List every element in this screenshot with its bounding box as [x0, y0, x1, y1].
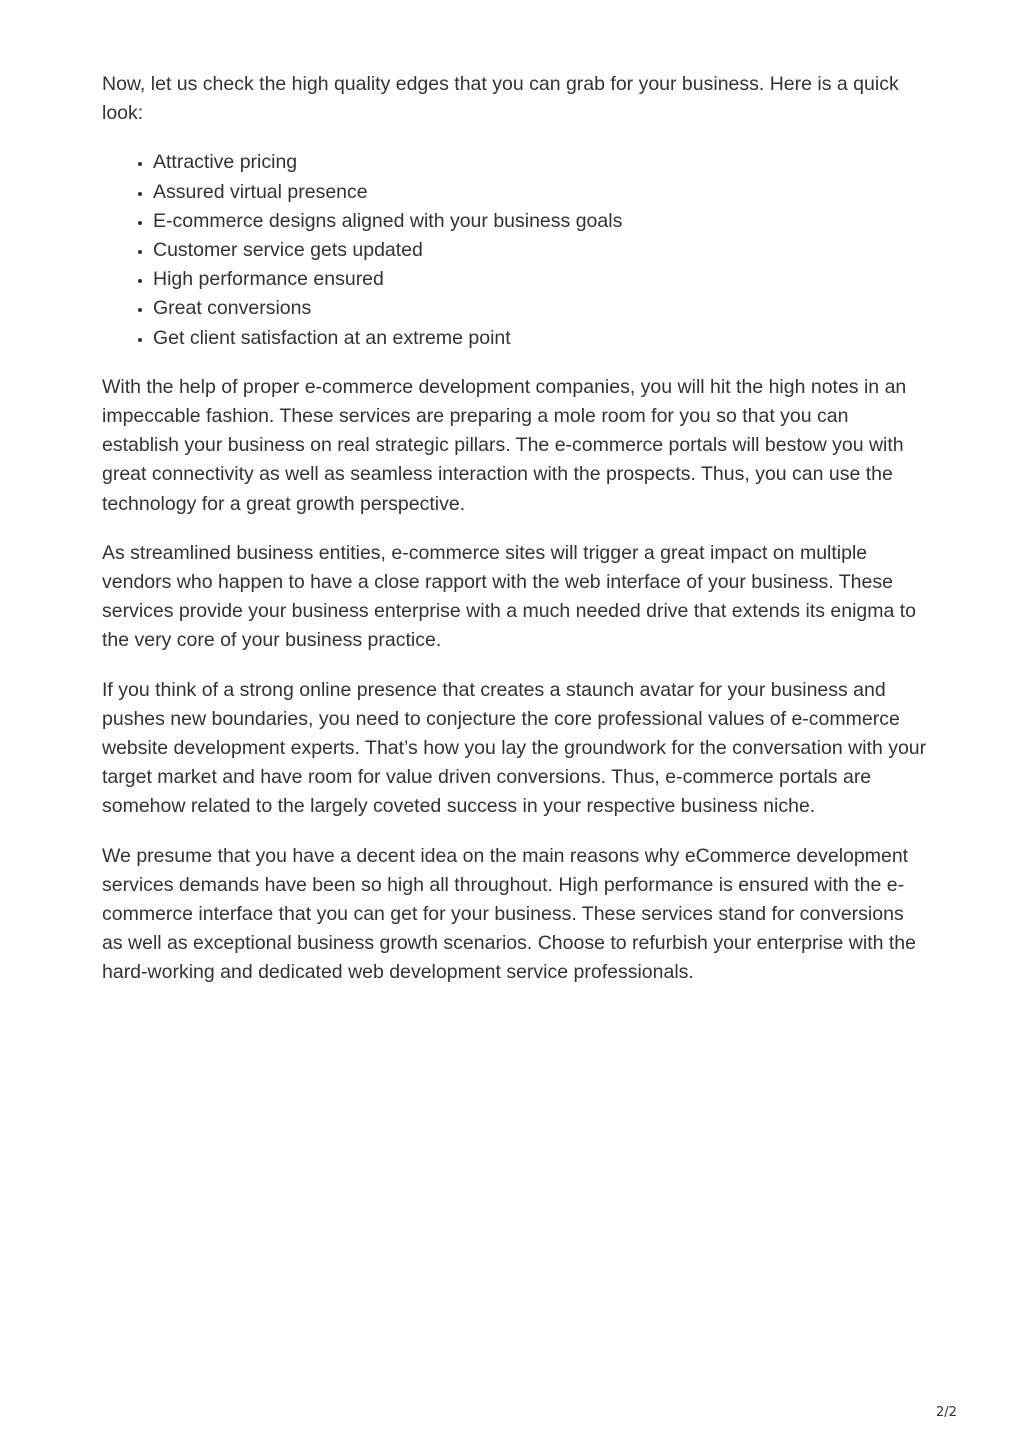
- body-paragraph: With the help of proper e-commerce development companies, you will hit the high notes in an impeccable fashion. These services are preparing a mole room for you so that you can establish your business on real strategic pillars. The e-commerce portals will bestow you with great connectivity as well as seamless interaction with the prospects. Thus, you can use the technology for a great growth perspective.: [102, 375, 907, 515]
- body-paragraph: We presume that you have a decent idea on the main reasons why eCommerce development services demands have been so high all throughout. High performance is ensured with the e-commerce interface that you can get for your business. These services stand for conversions as well as exceptional business growth scenarios. Choose to refurbish your enterprise with the hard-working and dedicated web development service professionals.: [102, 844, 917, 984]
- document-body: [102, 70, 928, 1008]
- list-item: • Customer service gets updated: [153, 236, 928, 265]
- list-item: • Assured virtual presence: [153, 178, 928, 207]
- list-item: • High performance ensured: [153, 265, 928, 294]
- body-paragraph: If you think of a strong online presence that creates a staunch avatar for your business and pushes new boundaries, you need to conjecture the core professional values of e-commerce website development experts. That’s how you lay the groundwork for the conversation with your target market and have room for value driven conversions. Thus, e-commerce portals are somehow related to the largely coveted success in your respective business niche.: [102, 678, 927, 818]
- list-item: • Get client satisfaction at an extreme point: [153, 324, 928, 353]
- page-number: 2/2: [936, 1405, 957, 1420]
- list-item: • Attractive pricing: [153, 148, 928, 177]
- list-item: • E-commerce designs aligned with your business goals: [153, 207, 928, 236]
- intro-paragraph: Now, let us check the high quality edges that you can grab for your business. Here is a quick look:: [102, 73, 899, 125]
- list-item: • Great conversions: [153, 294, 928, 323]
- benefits-list: [102, 148, 928, 352]
- body-paragraph: As streamlined business entities, e-commerce sites will trigger a great impact on multiple vendors who happen to have a close rapport with the web interface of your business. These services provide your business enterprise with a much needed drive that extends its enigma to the very core of your business practice.: [102, 541, 917, 652]
